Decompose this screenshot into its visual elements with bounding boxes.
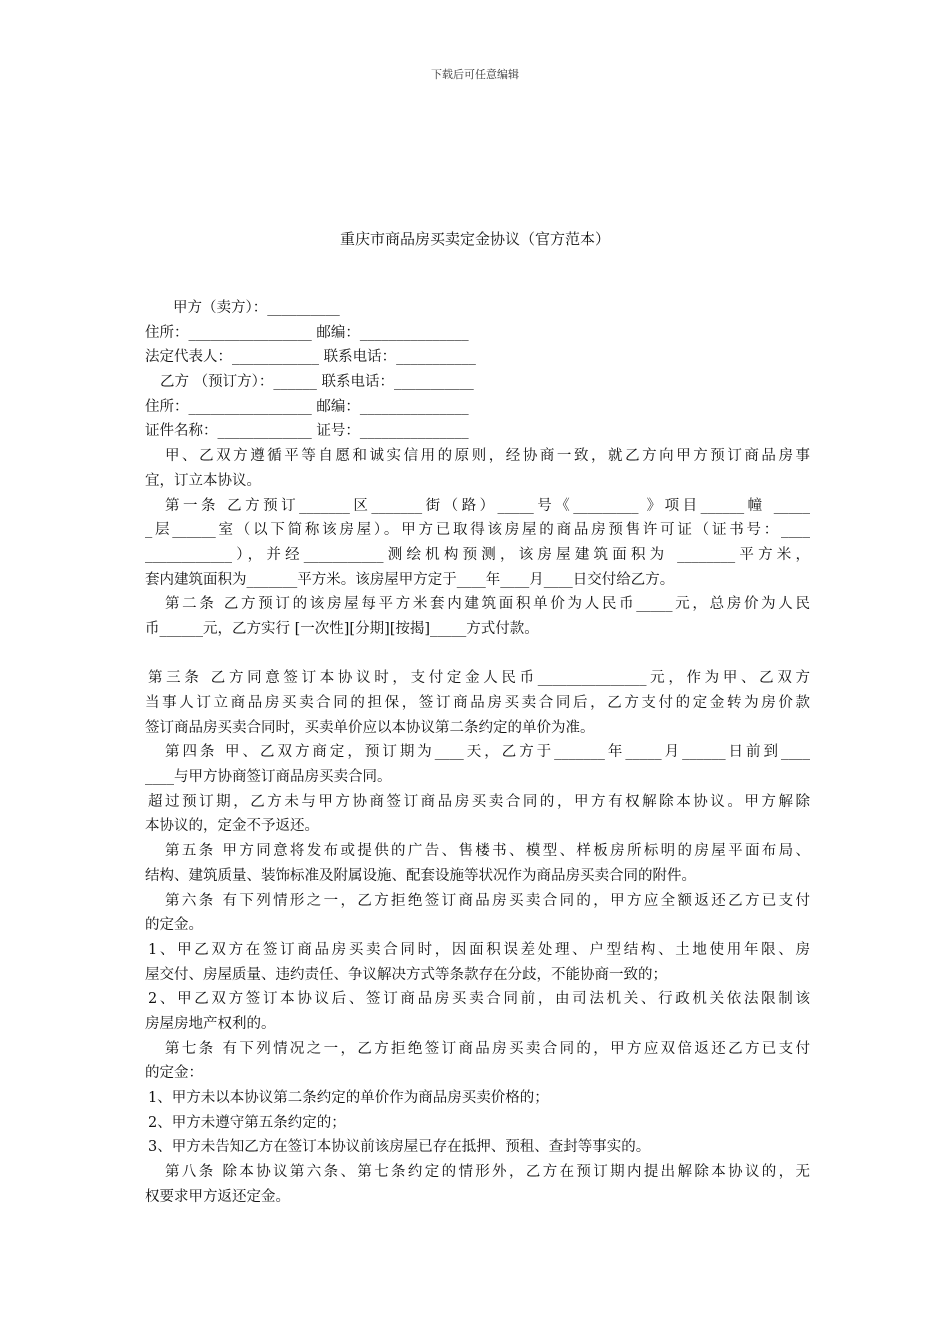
article-1-line: 套内建筑面积为_______平方米。该房屋甲方定于____年____月____日交付给乙方。 bbox=[145, 571, 675, 588]
party-a-representative-line: 法定代表人：____________ 联系电话：___________ bbox=[145, 349, 476, 366]
article-8-line: 权要求甲方返还定金。 bbox=[145, 1188, 290, 1205]
article-4-line: 超过预订期，乙方未与甲方协商签订商品房买卖合同的，甲方有权解除本协议。甲方解除 bbox=[148, 793, 810, 810]
article-7-item-line: 3、甲方未告知乙方在签订本协议前该房屋已存在抵押、预租、查封等事实的。 bbox=[148, 1139, 651, 1156]
article-8-line: 第八条 除本协议第六条、第七条约定的情形外，乙方在预订期内提出解除本协议的，无 bbox=[165, 1164, 810, 1181]
party-a-address-line: 住所：_________________ 邮编：_______________ bbox=[145, 324, 469, 341]
article-3-line: 第三条 乙方同意签订本协议时，支付定金人民币_______________元，作为甲、乙双方 bbox=[148, 670, 810, 687]
article-5-line: 结构、建筑质量、装饰标准及附属设施、配套设施等状况作为商品房买卖合同的附件。 bbox=[145, 867, 696, 884]
party-b-address-line: 住所：_________________ 邮编：_______________ bbox=[145, 398, 469, 415]
document-title: 重庆市商品房买卖定金协议（官方范本） bbox=[339, 230, 610, 248]
party-b-id-line: 证件名称：_____________ 证号：_______________ bbox=[145, 423, 469, 440]
article-4-line: 第四条 甲、乙双方商定，预订期为____天，乙方于_______年_____月______日前到____ bbox=[165, 744, 810, 761]
article-6-item-line: 屋交付、房屋质量、违约责任、争议解决方式等条款存在分歧，不能协商一致的； bbox=[145, 966, 667, 983]
article-2-line: 币______元，乙方实行 [一次性][分期][按揭]_____方式付款。 bbox=[145, 620, 539, 637]
article-2-line: 第二条 乙方预订的该房屋每平方米套内建筑面积单价为人民币_____元，总房价为人民 bbox=[165, 596, 810, 613]
article-4-line: ____与甲方协商签订商品房买卖合同。 bbox=[145, 769, 392, 786]
article-7-line: 第七条 有下列情况之一，乙方拒绝签订商品房买卖合同的，甲方应双倍返还乙方已支付 bbox=[165, 1040, 810, 1057]
party-b-line: 乙方 （预订方）：______ 联系电话：___________ bbox=[160, 374, 474, 391]
article-7-item-line: 2、甲方未遵守第五条约定的； bbox=[148, 1114, 346, 1131]
article-3-line: 当事人订立商品房买卖合同的担保，签订商品房买卖合同后，乙方支付的定金转为房价款 bbox=[145, 695, 810, 711]
article-6-line: 第六条 有下列情形之一，乙方拒绝签订商品房买卖合同的，甲方应全额返还乙方已支付 bbox=[165, 892, 810, 909]
article-4-line: 本协议的，定金不予返还。 bbox=[145, 818, 319, 835]
preamble-line: 甲、乙双方遵循平等自愿和诚实信用的原则，经协商一致，就乙方向甲方预订商品房事 bbox=[165, 448, 810, 465]
article-6-item-line: 房屋房地产权利的。 bbox=[145, 1015, 276, 1032]
download-note: 下载后可任意编辑 bbox=[431, 68, 519, 81]
article-7-line: 的定金： bbox=[145, 1065, 203, 1082]
blank-line bbox=[145, 642, 810, 667]
article-6-line: 的定金。 bbox=[145, 917, 203, 934]
article-6-item-line: 1、甲乙双方在签订商品房买卖合同时，因面积误差处理、户型结构、土地使用年限、房 bbox=[148, 941, 810, 958]
article-1-line: _层______室（以下简称该房屋）。甲方已取得该房屋的商品房预售许可证（证书号：____ bbox=[145, 522, 810, 539]
party-a-line: 甲方（卖方）：__________ bbox=[173, 300, 340, 316]
article-1-line: ____________），并经___________测绘机构预测，该房屋建筑面积为 ________平方米， bbox=[145, 546, 810, 563]
contract-body bbox=[145, 296, 810, 1209]
article-1-line: 第一条 乙方预订_______区_______街（路）_____号《_________ 》项目______幢 _____ bbox=[165, 497, 810, 514]
article-5-line: 第五条 甲方同意将发布或提供的广告、售楼书、模型、样板房所标明的房屋平面布局、 bbox=[165, 843, 810, 860]
preamble-line: 宜，订立本协议。 bbox=[145, 472, 261, 489]
article-7-item-line: 1、甲方未以本协议第二条约定的单价作为商品房买卖价格的； bbox=[148, 1090, 549, 1106]
article-6-item-line: 2、甲乙双方签订本协议后、签订商品房买卖合同前，由司法机关、行政机关依法限制该 bbox=[148, 991, 810, 1008]
article-3-line: 签订商品房买卖合同时，买卖单价应以本协议第二条约定的单价为准。 bbox=[145, 719, 595, 736]
